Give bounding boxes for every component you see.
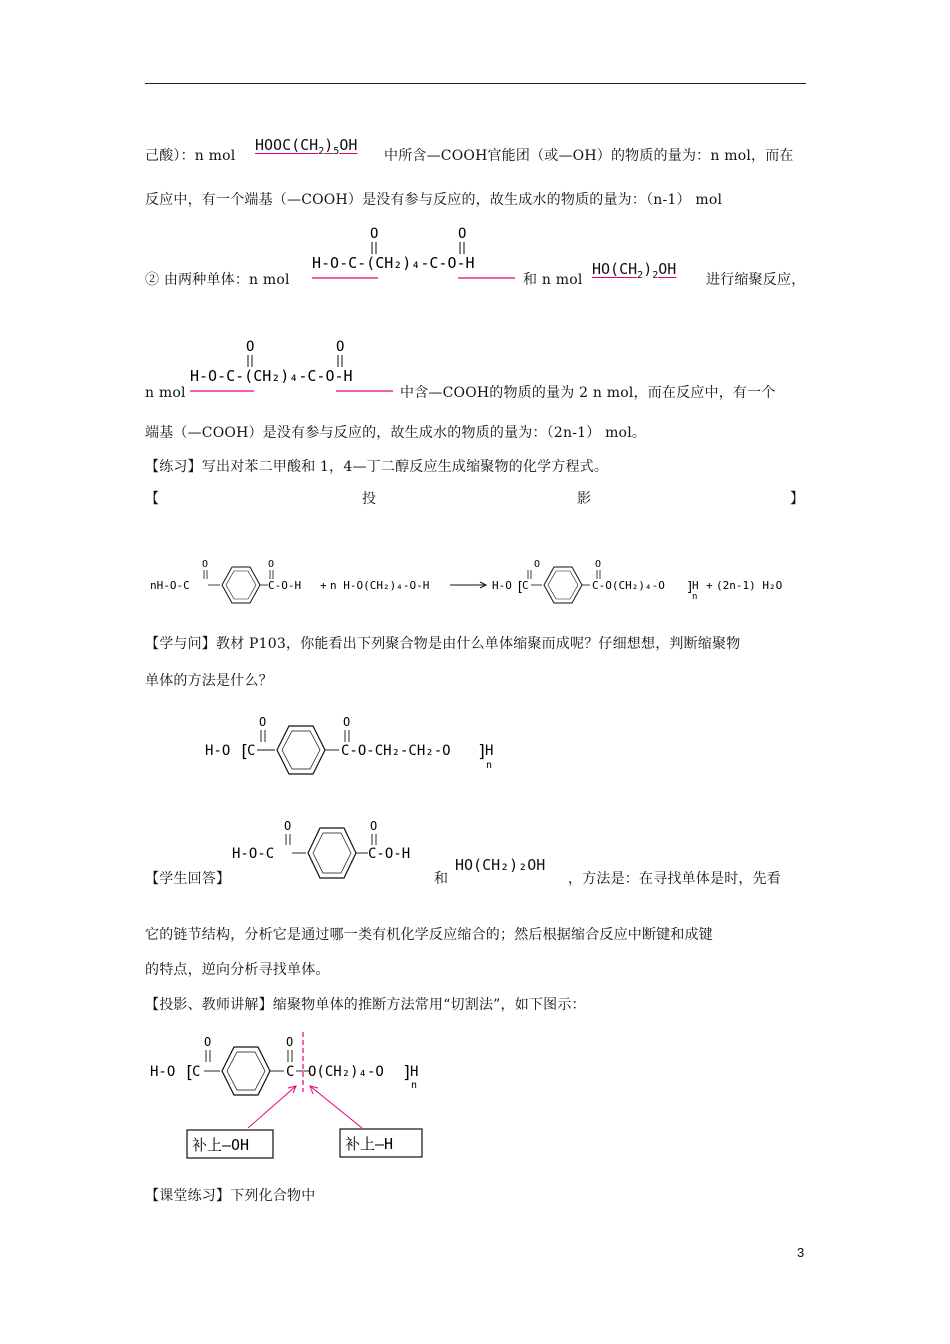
svg-text:C: C [192, 1064, 201, 1080]
teacher-explanation: 【投影、教师讲解】缩聚物单体的推断方法常用“切割法”，如下图示： [145, 997, 586, 1013]
adipic-acid-structure-1 [310, 222, 520, 284]
answer-line2: 它的链节结构，分析它是通过哪一类有机化学反应缩合的；然后根据缩合反应中断键和成键 [145, 927, 713, 943]
svg-text:+: + [320, 579, 327, 592]
svg-text:C-O-H: C-O-H [268, 579, 302, 592]
svg-text:补上—OH: 补上—OH [192, 1136, 250, 1154]
svg-text:H-O: H-O [205, 743, 231, 759]
projection-word-2: 影 [577, 491, 592, 507]
classroom-exercise: 【课堂练习】下列化合物中 [145, 1188, 316, 1204]
svg-text:O: O [286, 1035, 294, 1049]
svg-text:H-O-C-(CH₂)₄-C-O-H: H-O-C-(CH₂)₄-C-O-H [312, 254, 475, 272]
para3-line2: 端基（—COOH）是没有参与反应的，故生成水的物质的量为：（2n-1） mol。 [145, 425, 647, 441]
svg-text:O: O [246, 339, 255, 355]
para2-and: 和 n mol [523, 272, 583, 288]
svg-text:O: O [204, 1035, 212, 1049]
svg-text:]: ] [686, 580, 694, 595]
polycondensation-equation [150, 553, 810, 609]
svg-text:O: O [268, 559, 275, 570]
svg-text:[: [ [184, 1063, 195, 1083]
svg-text:]: ] [402, 1063, 413, 1083]
svg-text:+: + [706, 579, 713, 592]
svg-text:n H-O(CH₂)₄-O-H: n H-O(CH₂)₄-O-H [330, 579, 430, 592]
terephthalic-acid-structure [230, 814, 430, 886]
exercise-text: 【练习】写出对苯二甲酸和 1，4—丁二醇反应生成缩聚物的化学方程式。 [145, 459, 609, 475]
question-line2: 单体的方法是什么？ [145, 673, 273, 689]
adipic-acid-structure-2 [188, 335, 398, 397]
svg-text:O: O [284, 819, 292, 833]
svg-text:n: n [692, 592, 698, 602]
svg-text:H-O: H-O [492, 579, 512, 592]
header-rule [145, 83, 806, 84]
answer-line3: 的特点，逆向分析寻找单体。 [145, 962, 330, 978]
ethylene-glycol-formula: HO(CH₂)₂OH [455, 856, 546, 874]
svg-text:O: O [595, 559, 602, 570]
svg-text:H-O-C-(CH₂)₄-C-O-H: H-O-C-(CH₂)₄-C-O-H [190, 367, 353, 385]
svg-text:H: H [410, 1064, 419, 1080]
svg-text:补上—H: 补上—H [345, 1135, 394, 1153]
answer-and: 和 [434, 871, 449, 887]
svg-text:O: O [370, 819, 378, 833]
projection-close: 】 [790, 491, 805, 507]
svg-text:H-O-C: H-O-C [232, 846, 275, 862]
svg-text:C-O-CH₂-CH₂-O: C-O-CH₂-CH₂-O [341, 743, 451, 759]
para3-line1: 中含—COOH的物质的量为 2 n mol，而在反应中，有一个 [400, 385, 776, 401]
para1-line2: 反应中，有一个端基（—COOH）是没有参与反应的，故生成水的物质的量为：（n-1） mol [145, 192, 723, 208]
svg-text:C: C [286, 1064, 295, 1080]
svg-text:n: n [486, 760, 493, 771]
svg-text:O: O [202, 559, 209, 570]
svg-text:O: O [343, 715, 351, 729]
svg-text:O: O [336, 339, 345, 355]
formula-ethylene-glycol: $HO(CH_2)_2OH$ [592, 260, 677, 281]
svg-text:n: n [411, 1080, 418, 1091]
cut-method-diagram [150, 1030, 440, 1162]
para2-prefix: ② 由两种单体：n mol [145, 272, 290, 288]
svg-text:H-O: H-O [150, 1064, 176, 1080]
svg-text:O: O [259, 715, 267, 729]
svg-text:O: O [534, 559, 541, 570]
svg-text:O: O [370, 226, 379, 242]
svg-text:nH-O-C: nH-O-C [150, 579, 190, 592]
svg-text:H: H [485, 743, 494, 759]
answer-text-1: ，方法是：在寻找单体是时，先看 [568, 871, 781, 887]
question-line1: 【学与问】教材 P103，你能看出下列聚合物是由什么单体缩聚而成呢？仔细想想，判断缩聚物 [145, 636, 741, 652]
pet-polymer-structure [205, 710, 515, 782]
projection-word-1: 投 [362, 491, 377, 507]
svg-text:[: [ [516, 580, 524, 595]
svg-text:H: H [692, 579, 699, 592]
para1-line1-prefix: 己酸）：n mol [145, 148, 236, 164]
para1-line1-suffix: 中所含—COOH官能团（或—OH）的物质的量为：n mol，而在 [384, 148, 794, 164]
svg-text:O: O [458, 226, 467, 242]
svg-text:]: ] [477, 742, 488, 762]
svg-text:O(CH₂)₄-O: O(CH₂)₄-O [308, 1064, 384, 1080]
para2-suffix: 进行缩聚反应， [706, 272, 806, 288]
svg-text:C-O-H: C-O-H [368, 846, 411, 862]
page-number: 3 [797, 1245, 805, 1260]
formula-hooc-ch2-5-oh: $HOOC(CH_2)_5OH$ [255, 136, 358, 157]
svg-text:C: C [522, 579, 529, 592]
svg-text:C-O(CH₂)₄-O: C-O(CH₂)₄-O [592, 579, 665, 592]
para3-prefix: n mol [145, 385, 186, 401]
svg-text:C: C [247, 743, 256, 759]
svg-text:[: [ [239, 742, 250, 762]
answer-label: 【学生回答】 [145, 871, 231, 887]
projection-open: 【 [145, 491, 160, 507]
svg-text:(2n-1) H₂O: (2n-1) H₂O [716, 579, 783, 592]
